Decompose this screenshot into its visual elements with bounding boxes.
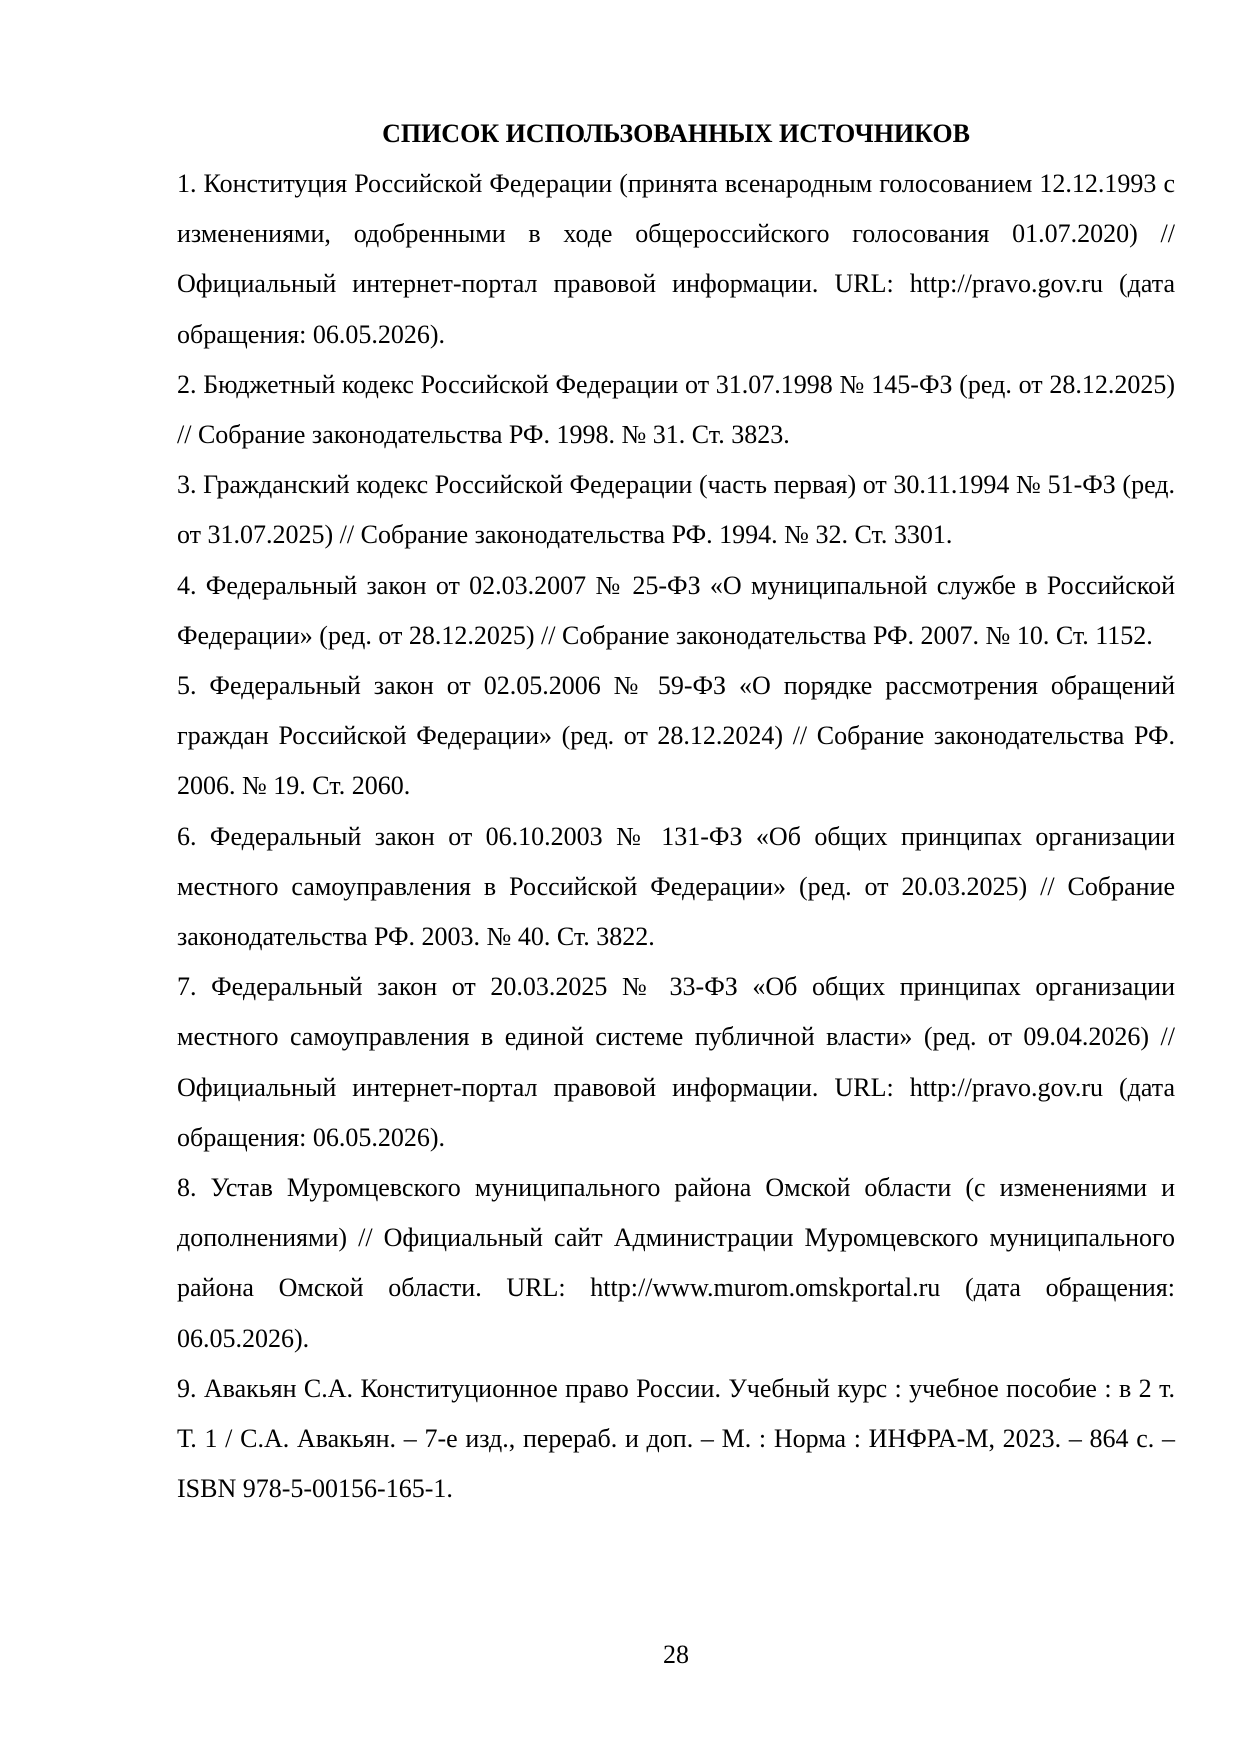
list-item: 3. Гражданский кодекс Российской Федерации (часть первая) от 30.11.1994 № 51-ФЗ (ред. от 31.07.2025) // Собрание законодательства РФ. 1994. № 32. Ст. 3301.	[177, 470, 1175, 550]
list-item: 4. Федеральный закон от 02.03.2007 № 25-ФЗ «О муниципальной службе в Российской Федерации» (ред. от 28.12.2025) // Собрание законодательства РФ. 2007. № 10. Ст. 1152.	[177, 570, 1175, 650]
list-item: 6. Федеральный закон от 06.10.2003 № 131-ФЗ «Об общих принципах организации местного самоуправления в Российской Федерации» (ред. от 20.03.2025) // Собрание законодательства РФ. 2003. № 40. Ст. 3822.	[177, 821, 1175, 952]
page-title: СПИСОК ИСПОЛЬЗОВАННЫХ ИСТОЧНИКОВ	[382, 119, 970, 148]
list-item: 9. Авакьян С.А. Конституционное право России. Учебный курс : учебное пособие : в 2 т. Т. 1 / С.А. Авакьян. – 7-е изд., перераб. и доп. – М. : Норма : ИНФРА-М, 2023. – 864 с. – ISBN 978-5-00156-165-1.	[177, 1373, 1175, 1504]
list-item: 2. Бюджетный кодекс Российской Федерации от 31.07.1998 № 145-ФЗ (ред. от 28.12.2025) // Собрание законодательства РФ. 1998. № 31. Ст. 3823.	[177, 369, 1175, 450]
list-item: 8. Устав Муромцевского муниципального района Омской области (с изменениями и дополнениями) // Официальный сайт Администрации Муромцевского муниципального района Омской области. URL: http://www.murom.omskportal.ru (дата обращения: 06.05.2026).	[177, 1173, 1175, 1353]
page-number: 28	[663, 1640, 689, 1669]
list-item: 1. Конституция Российской Федерации (принята всенародным голосованием 12.12.1993 с изменениями, одобренными в ходе общероссийского голосования 01.07.2020) // Официальный интернет-портал правовой информации. URL: http://pravo.gov.ru (дата обращения: 06.05.2026).	[177, 169, 1175, 349]
list-item: 5. Федеральный закон от 02.05.2006 № 59-ФЗ «О порядке рассмотрения обращений граждан Российской Федерации» (ред. от 28.12.2024) // Собрание законодательства РФ. 2006. № 19. Ст. 2060.	[177, 671, 1175, 801]
list-item: 7. Федеральный закон от 20.03.2025 № 33-ФЗ «Об общих принципах организации местного самоуправления в единой системе публичной власти» (ред. от 09.04.2026) // Официальный интернет-портал правовой информации. URL: http://pravo.gov.ru (дата обращения: 06.05.2026).	[177, 972, 1175, 1152]
references-list	[177, 159, 1175, 1514]
